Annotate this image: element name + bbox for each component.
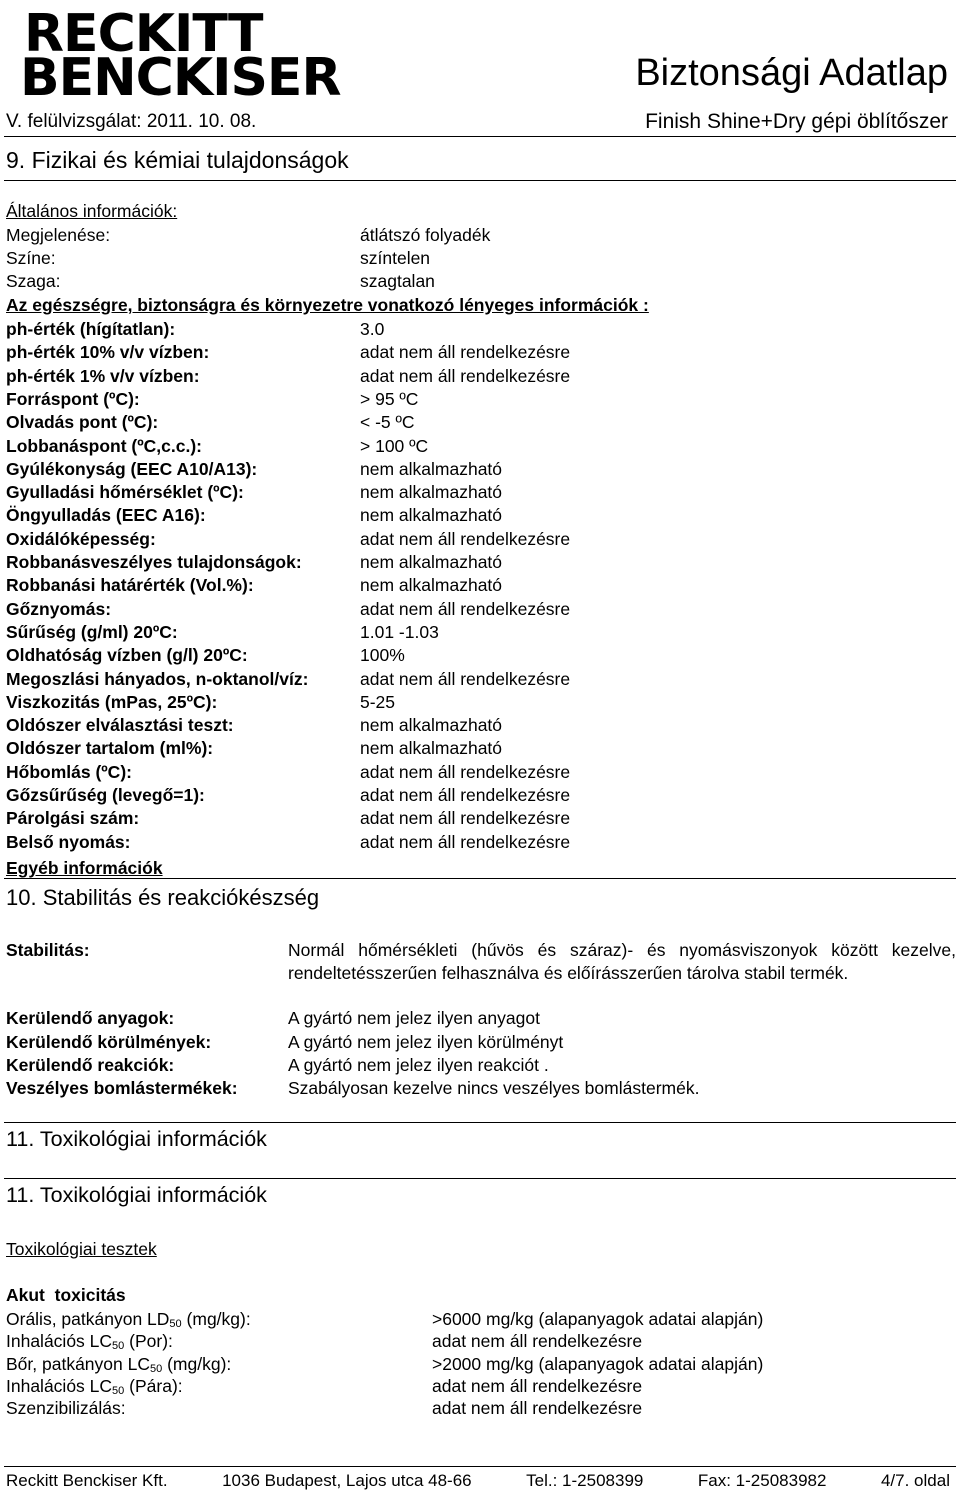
- tox-tests-heading: Toxikológiai tesztek: [6, 1239, 157, 1259]
- section-11-title-a: 11. Toxikológiai információk: [6, 1127, 267, 1151]
- toxicity-label-suffix: (mg/kg):: [181, 1309, 251, 1329]
- property-label: Oldószer elválasztási teszt:: [6, 715, 234, 735]
- toxicity-row-value: >2000 mg/kg (alapanyagok adatai alapján): [432, 1354, 764, 1374]
- general-row-value: színtelen: [360, 248, 431, 268]
- stability-row-value: A gyártó nem jelez ilyen körülményt: [288, 1032, 564, 1052]
- footer-address: 1036 Budapest, Lajos utca 48-66: [222, 1471, 472, 1490]
- toxicity-label-suffix: (Por):: [124, 1331, 173, 1351]
- stability-value: Normál hőmérsékleti (hűvös és száraz)- és nyomásviszonyok között kezelve, rendeltetésszerűen felhasználva és előírásszerűen tárolva stabil termék.: [288, 940, 956, 983]
- footer-fax: Fax: 1-25083982: [697, 1471, 827, 1490]
- general-row-value: szagtalan: [360, 271, 435, 291]
- logo-text-line1: RECKITT: [24, 4, 263, 64]
- toxicity-label-text: Inhalációs LC: [6, 1331, 113, 1351]
- product-name: Finish Shine+Dry gépi öblítőszer: [645, 110, 948, 133]
- property-label: ph-érték 10% v/v vízben:: [6, 342, 210, 362]
- property-value: adat nem áll rendelkezésre: [360, 808, 571, 828]
- property-value: 1.01 -1.03: [360, 622, 439, 642]
- property-value: > 95 ºC: [360, 389, 419, 409]
- property-label: Robbanási határérték (Vol.%):: [6, 575, 254, 595]
- property-label: Oxidálóképesség:: [6, 529, 156, 549]
- property-value: adat nem áll rendelkezésre: [360, 785, 571, 805]
- property-value: adat nem áll rendelkezésre: [360, 342, 571, 362]
- section-9-title: 9. Fizikai és kémiai tulajdonságok: [6, 147, 349, 173]
- property-value: 3.0: [360, 319, 385, 339]
- property-value: adat nem áll rendelkezésre: [360, 366, 571, 386]
- toxicity-label-text: Szenzibilizálás:: [6, 1398, 126, 1418]
- property-value: nem alkalmazható: [360, 505, 503, 525]
- toxicity-row-label: [6, 1353, 231, 1375]
- property-value: nem alkalmazható: [360, 552, 503, 572]
- property-value: nem alkalmazható: [360, 459, 503, 479]
- stability-label: Stabilitás:: [6, 940, 90, 960]
- header-divider: [4, 136, 956, 137]
- toxicity-label-text: Orális, patkányon LD: [6, 1309, 170, 1329]
- toxicity-row-value: adat nem áll rendelkezésre: [432, 1398, 643, 1418]
- toxicity-row-label: [6, 1330, 173, 1352]
- property-label: Gőznyomás:: [6, 599, 112, 619]
- section-11-divider-b: [4, 1178, 956, 1179]
- toxicity-label-subscript: 50: [169, 1318, 182, 1330]
- property-label: ph-érték 1% v/v vízben:: [6, 366, 200, 386]
- property-value: > 100 ºC: [360, 436, 429, 456]
- property-label: Belső nyomás:: [6, 832, 131, 852]
- section-11-divider-a: [4, 1122, 956, 1123]
- general-row-label: Megjelenése:: [6, 225, 111, 245]
- general-row-value: átlátszó folyadék: [360, 225, 491, 245]
- section-9-divider: [4, 180, 956, 181]
- toxicity-row-value: adat nem áll rendelkezésre: [432, 1376, 643, 1396]
- toxicity-label-text: Bőr, patkányon LC: [6, 1354, 150, 1374]
- stability-row-label: Kerülendő reakciók:: [6, 1055, 175, 1075]
- property-label: Oldószer tartalom (ml%):: [6, 738, 214, 758]
- general-info-heading: Általános információk:: [6, 201, 178, 221]
- general-row-label: Színe:: [6, 248, 56, 268]
- property-value: 5-25: [360, 692, 396, 712]
- section-10-title: 10. Stabilitás és reakciókészség: [6, 885, 320, 910]
- footer-divider: [4, 1466, 956, 1467]
- property-label: Gőzsűrűség (levegő=1):: [6, 785, 205, 805]
- property-label: Forráspont (ºC):: [6, 389, 140, 409]
- section-11-title-b: 11. Toxikológiai információk: [6, 1183, 267, 1207]
- property-label: Hőbomlás (ºC):: [6, 762, 132, 782]
- property-label: Viszkozitás (mPas, 25ºC):: [6, 692, 218, 712]
- general-row-label: Szaga:: [6, 271, 61, 291]
- toxicity-label-text: Inhalációs LC: [6, 1376, 113, 1396]
- section-10-divider: [4, 878, 956, 879]
- toxicity-label-subscript: 50: [112, 1385, 125, 1397]
- other-info-heading: Egyéb információk: [6, 858, 163, 878]
- toxicity-row-label: [6, 1308, 251, 1330]
- toxicity-label-suffix: (mg/kg):: [162, 1354, 232, 1374]
- property-label: Oldhatóság vízben (g/l) 20ºC:: [6, 645, 248, 665]
- property-value: < -5 ºC: [360, 412, 415, 432]
- toxicity-row-value: adat nem áll rendelkezésre: [432, 1331, 643, 1351]
- property-value: adat nem áll rendelkezésre: [360, 529, 571, 549]
- property-value: nem alkalmazható: [360, 575, 503, 595]
- property-value: adat nem áll rendelkezésre: [360, 599, 571, 619]
- logo-text-line2: BENCKISER: [20, 48, 341, 108]
- property-value: 100%: [360, 645, 405, 665]
- property-label: ph-érték (hígítatlan):: [6, 319, 176, 339]
- stability-row-label: Veszélyes bomlástermékek:: [6, 1078, 238, 1098]
- footer-phone: Tel.: 1-2508399: [526, 1471, 644, 1490]
- property-value: nem alkalmazható: [360, 715, 503, 735]
- property-label: Robbanásveszélyes tulajdonságok:: [6, 552, 302, 572]
- property-label: Olvadás pont (ºC):: [6, 412, 159, 432]
- property-label: Lobbanáspont (ºC,c.c.):: [6, 436, 202, 456]
- toxicity-row-value: >6000 mg/kg (alapanyagok adatai alapján): [432, 1309, 764, 1329]
- property-label: Sűrűség (g/ml) 20ºC:: [6, 622, 178, 642]
- footer-page-number: 4/7. oldal: [880, 1471, 950, 1490]
- company-logo: [18, 4, 341, 108]
- property-label: Megoszlási hányados, n-oktanol/víz:: [6, 669, 309, 689]
- toxicity-label-subscript: 50: [112, 1340, 125, 1352]
- toxicity-label-suffix: (Pára):: [124, 1376, 183, 1396]
- property-label: Gyúlékonyság (EEC A10/A13):: [6, 459, 258, 479]
- property-value: nem alkalmazható: [360, 482, 503, 502]
- property-value: adat nem áll rendelkezésre: [360, 669, 571, 689]
- stability-row-value: A gyártó nem jelez ilyen reakciót .: [288, 1055, 549, 1075]
- health-info-heading: Az egészségre, biztonságra és környezetre vonatkozó lényeges információk :: [6, 295, 649, 315]
- property-value: adat nem áll rendelkezésre: [360, 762, 571, 782]
- property-label: Öngyulladás (EEC A16):: [6, 505, 206, 525]
- property-value: nem alkalmazható: [360, 738, 503, 758]
- footer-company: Reckitt Benckiser Kft.: [6, 1471, 168, 1490]
- toxicity-row-label: [6, 1397, 126, 1419]
- toxicity-label-subscript: 50: [149, 1363, 163, 1375]
- page-footer: [6, 1470, 950, 1492]
- document-title: Biztonsági Adatlap: [635, 52, 948, 94]
- stability-row-label: Kerülendő anyagok:: [6, 1008, 175, 1028]
- stability-row-value: Szabályosan kezelve nincs veszélyes bomlástermék.: [288, 1078, 700, 1098]
- stability-row-label: Kerülendő körülmények:: [6, 1032, 212, 1052]
- property-label: Párolgási szám:: [6, 808, 140, 828]
- toxicity-row-label: [6, 1375, 183, 1397]
- acute-toxicity-heading: Akut toxicitás: [6, 1285, 126, 1305]
- property-value: adat nem áll rendelkezésre: [360, 832, 571, 852]
- stability-row-value: A gyártó nem jelez ilyen anyagot: [288, 1008, 540, 1028]
- revision-date: V. felülvizsgálat: 2011. 10. 08.: [6, 111, 257, 132]
- property-label: Gyulladási hőmérséklet (ºC):: [6, 482, 244, 502]
